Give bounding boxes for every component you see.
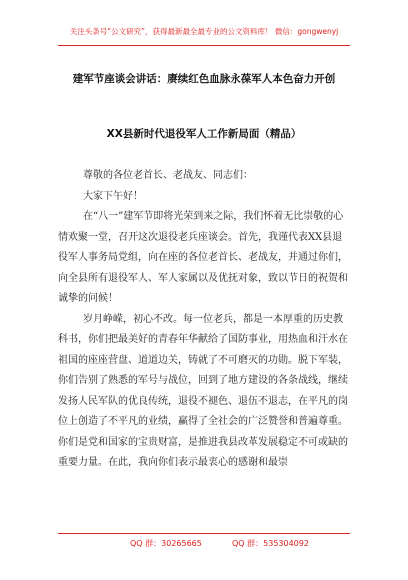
document-title-line2: XX县新时代退役军人工作新局面（精品） bbox=[106, 128, 302, 140]
header-notice: 关注头条号“公文研究”，获得最新最全最专业的公文资料库！ 微信：gongwenyj bbox=[69, 27, 339, 36]
greeting: 大家下午好！ bbox=[83, 190, 143, 202]
salutation: 尊敬的各位老首长、老战友、同志们： bbox=[83, 170, 253, 181]
footer-qq-group-1: QQ 群：30265665 bbox=[130, 539, 202, 548]
footer-divider bbox=[58, 533, 350, 534]
header-divider bbox=[58, 45, 350, 46]
paragraph: 岁月峥嵘，初心不改。每一位老兵，都是一本厚重的历史教科书，你们把最美好的青春年华献给了国防事业，用热血和汗水在祖国的座座营盘、道道边关，铸就了不可磨灭的功勋。脱下军装，你们告别了熟悉的军号与战位，回到了地方建设的各条战线，继续发扬人民军队的优良传统，退役不褪色、退伍不退志，在平凡的岗位上创造了不平凡的业绩，赢得了全社会的广泛赞誉和普遍尊重。你们是党和国家的宝贵财富，是推进我县改革发展稳定不可或缺的重要力量。在此，我向你们表示最衷心的感谢和最崇 bbox=[58, 313, 348, 468]
footer-qq-group-2: QQ 群：535304092 bbox=[232, 539, 309, 548]
paragraph: 在“八一”建军节即将光荣到来之际，我们怀着无比崇敬的心情欢聚一堂，召开这次退役老兵座谈会。首先，我谨代表XX县退役军人事务局党组，向在座的各位老首长、老战友，并通过你们，向全县所有退役军人、军人家属以及优抚对象，致以节日的祝贺和诚挚的问候！ bbox=[58, 211, 348, 304]
document-title-line1: 建军节座谈会讲话：赓续红色血脉永葆军人本色奋力开创 bbox=[72, 73, 336, 85]
document-body bbox=[58, 166, 350, 474]
